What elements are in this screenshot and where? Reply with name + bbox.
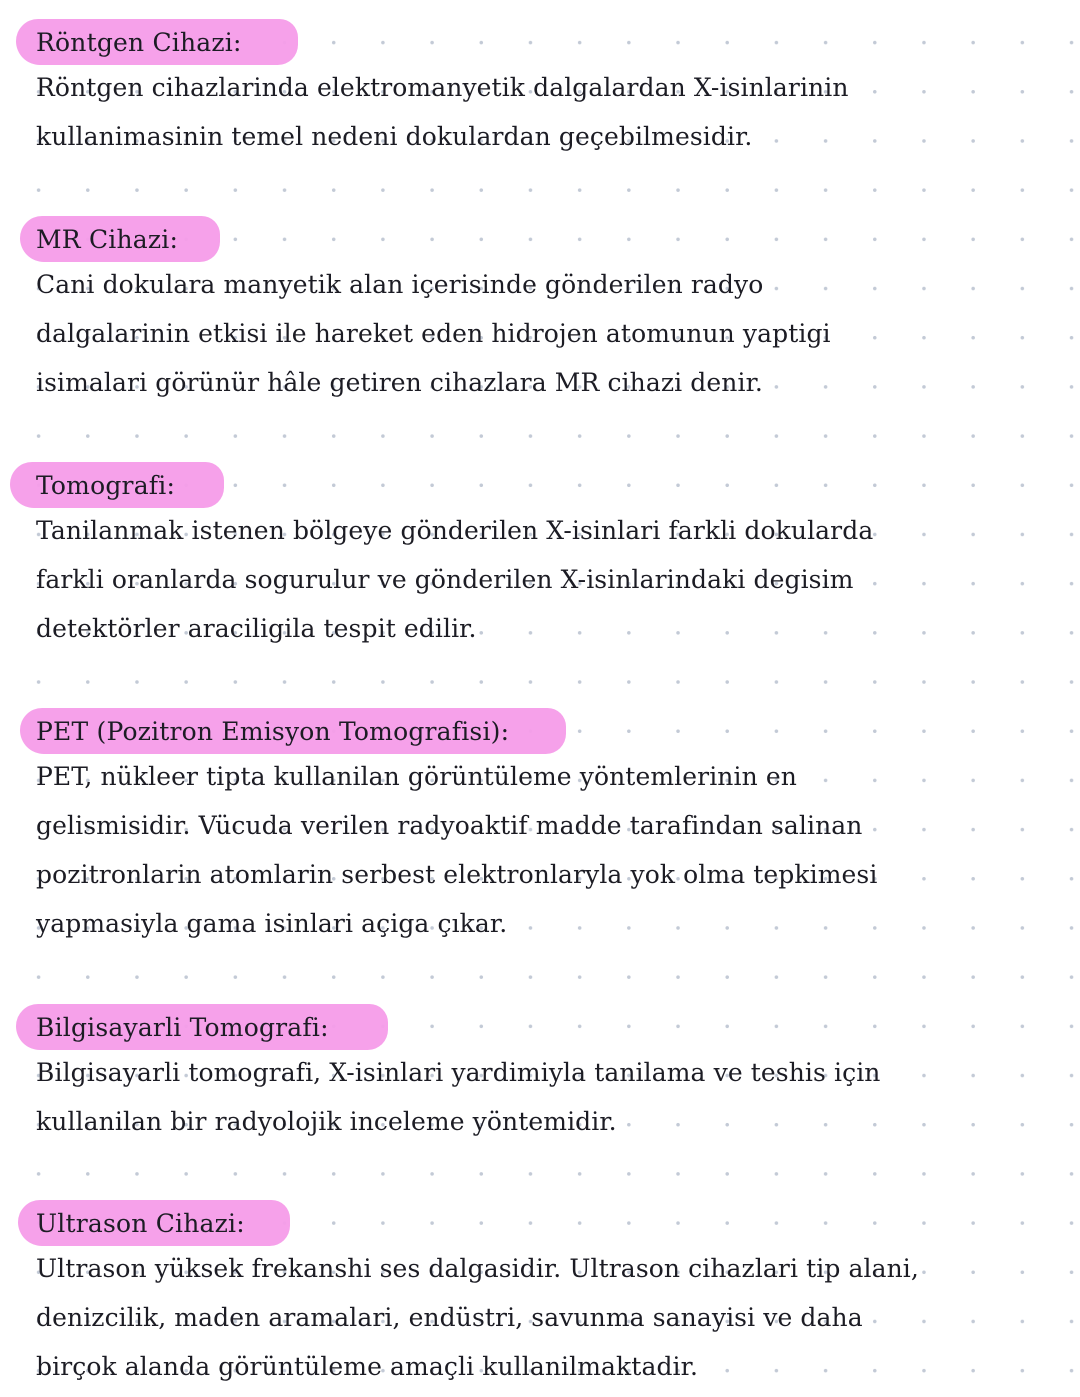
section-heading: MR Cihazi: xyxy=(36,225,179,254)
body-line: denizcilik, maden aramalari, endüstri, savunma sanayisi ve daha xyxy=(36,1303,863,1332)
body-line: kullanilan bir radyolojik inceleme yöntemidir. xyxy=(36,1107,617,1136)
section-rontgen xyxy=(0,19,1080,151)
body-line: birçok alanda görüntüleme amaçli kullanilmaktadir. xyxy=(36,1352,699,1381)
heading-wrap xyxy=(0,19,1080,68)
heading-wrap xyxy=(0,1004,1080,1053)
section-heading: Tomografi: xyxy=(36,471,176,500)
section-heading: Röntgen Cihazi: xyxy=(36,28,242,57)
section-heading: Bilgisayarli Tomografi: xyxy=(36,1013,329,1042)
heading-wrap xyxy=(0,1200,1080,1249)
section-heading: Ultrason Cihazi: xyxy=(36,1209,245,1238)
heading-wrap xyxy=(0,708,1080,757)
body-line: Cani dokulara manyetik alan içerisinde gönderilen radyo xyxy=(36,270,764,299)
body-line: Bilgisayarli tomografi, X-isinlari yardimiyla tanilama ve teshis için xyxy=(36,1058,881,1087)
section-tomografi xyxy=(0,462,1080,643)
body-line: detektörler araciligila tespit edilir. xyxy=(36,614,477,643)
heading-wrap xyxy=(0,216,1080,265)
body-line: isimalari görünür hâle getiren cihazlara MR cihazi denir. xyxy=(36,368,763,397)
body-line: pozitronlarin atomlarin serbest elektronlaryla yok olma tepkimesi xyxy=(36,860,878,889)
body-line: Tanilanmak istenen bölgeye gönderilen X-isinlari farkli dokularda xyxy=(36,516,874,545)
section-bilgisayarli-tomografi xyxy=(0,1004,1080,1136)
section-mr xyxy=(0,216,1080,397)
body-line: yapmasiyla gama isinlari açiga çıkar. xyxy=(36,909,508,938)
body-line: kullanimasinin temel nedeni dokulardan geçebilmesidir. xyxy=(36,122,753,151)
section-pet xyxy=(0,708,1080,938)
body-line: farkli oranlarda sogurulur ve gönderilen X-isinlarindaki degisim xyxy=(36,565,854,594)
body-line: PET, nükleer tipta kullanilan görüntüleme yöntemlerinin en xyxy=(36,762,797,791)
body-line: Röntgen cihazlarinda elektromanyetik dalgalardan X-isinlarinin xyxy=(36,73,849,102)
body-line: gelismisidir. Vücuda verilen radyoaktif madde tarafindan salinan xyxy=(36,811,863,840)
section-heading: PET (Pozitron Emisyon Tomografisi): xyxy=(36,717,510,746)
section-ultrason xyxy=(0,1200,1080,1381)
heading-wrap xyxy=(0,462,1080,511)
body-line: Ultrason yüksek frekanshi ses dalgasidir. Ultrason cihazlari tip alani, xyxy=(36,1254,919,1283)
body-line: dalgalarinin etkisi ile hareket eden hidrojen atomunun yaptigi xyxy=(36,319,831,348)
